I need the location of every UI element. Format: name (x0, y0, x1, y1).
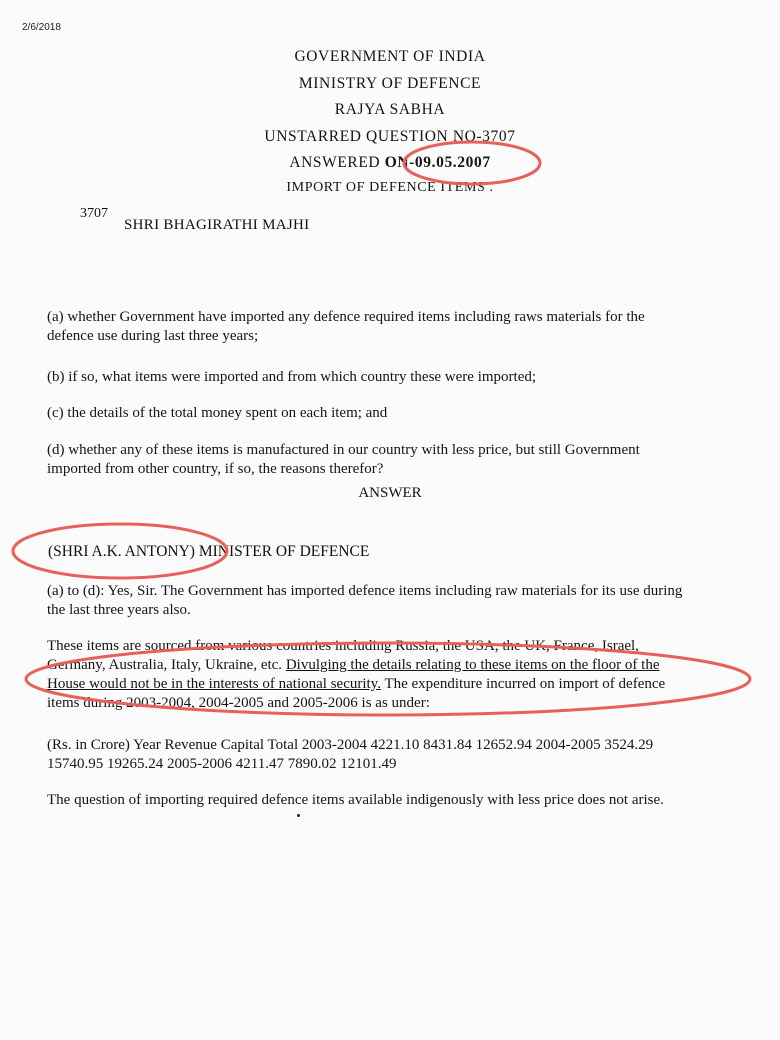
minister-name: (SHRI A.K. ANTONY) (48, 543, 195, 560)
answer-p2-line3-underlined: House would not be in the interests of national security. (47, 676, 381, 692)
question-d-line2: imported from other country, if so, the reasons therefor? (47, 461, 384, 477)
print-date: 2/6/2018 (22, 22, 61, 33)
answer-p3-line2: 15740.95 19265.24 2005-2006 4211.47 7890.02 12101.49 (47, 756, 397, 772)
answer-p2-line2-plain: Germany, Australia, Italy, Ukraine, etc. (47, 657, 286, 673)
header-subject: IMPORT OF DEFENCE ITEMS . (286, 180, 494, 195)
header-question-no: UNSTARRED QUESTION NO-3707 (264, 128, 516, 145)
stray-mark (297, 814, 300, 817)
minister-title: MINISTER OF DEFENCE (194, 543, 370, 560)
answer-p2-line3-plain: The expenditure incurred on import of defence (380, 676, 666, 692)
minister-line (48, 543, 369, 561)
answered-label: ANSWERED (289, 154, 385, 171)
answer-p1-line2: the last three years also. (47, 602, 191, 618)
answer-p3-line1: (Rs. in Crore) Year Revenue Capital Total 2003-2004 4221.10 8431.84 12652.94 2004-2005 3524.29 (47, 737, 654, 753)
question-c: (c) the details of the total money spent on each item; and (47, 405, 388, 421)
answer-expenditure-table (47, 736, 653, 774)
answered-date: ON-09.05.2007 (384, 154, 491, 171)
answer-p2-line2-underlined: Divulging the details relating to these items on the floor of the (285, 657, 660, 673)
answer-p2-line3 (47, 675, 665, 694)
answer-p2-line2 (47, 656, 665, 675)
question-number: 3707 (80, 206, 108, 221)
answer-p1-line1: (a) to (d): Yes, Sir. The Government has imported defence items including raw materials for its use during (47, 583, 683, 599)
question-d (47, 441, 640, 479)
question-d-line1: (d) whether any of these items is manufactured in our country with less price, but still Government (47, 442, 640, 458)
question-b: (b) if so, what items were imported and from which country these were imported; (47, 369, 537, 385)
questioner-name: SHRI BHAGIRATHI MAJHI (124, 217, 310, 233)
header-government: GOVERNMENT OF INDIA (294, 48, 486, 65)
question-a-line1: (a) whether Government have imported any defence required items including raws materials for the (47, 309, 645, 325)
answer-paragraph-4: The question of importing required defence items available indigenously with less price does not arise. (47, 792, 664, 808)
header-ministry: MINISTRY OF DEFENCE (298, 75, 482, 92)
answer-heading: ANSWER (358, 485, 422, 501)
question-a (47, 308, 645, 346)
answer-paragraph-2 (47, 637, 665, 713)
answer-paragraph-1 (47, 582, 682, 620)
answer-p2-line1: These items are sourced from various countries including Russia, the USA, the UK, France, Israel, (47, 638, 639, 654)
question-a-line2: defence use during last three years; (47, 328, 259, 344)
header-house: RAJYA SABHA (334, 101, 446, 118)
header-answered (0, 154, 780, 172)
answer-p2-line4: items during 2003-2004, 2004-2005 and 2005-2006 is as under: (47, 695, 430, 711)
